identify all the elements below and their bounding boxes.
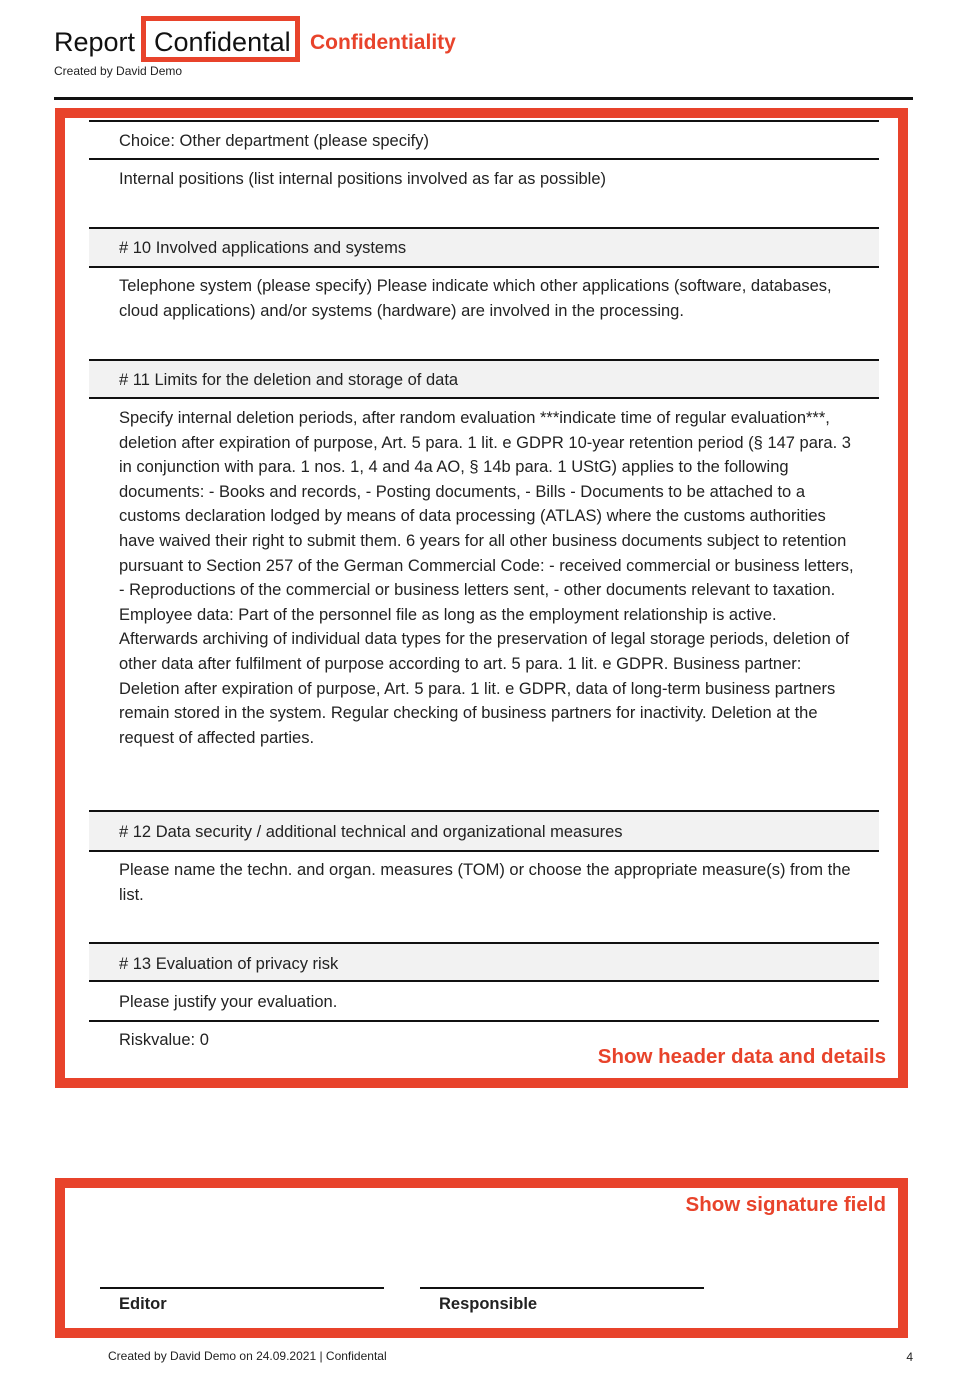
section-heading-applications: # 10 Involved applications and systems [119, 239, 407, 257]
responsible-signature-line [420, 1287, 704, 1289]
page-number: 4 [906, 1350, 913, 1364]
section-heading-privacy-risk: # 13 Evaluation of privacy risk [119, 955, 339, 973]
table-rule [89, 942, 879, 944]
table-rule [89, 227, 879, 229]
confidentiality-annotation: Confidentiality [310, 31, 456, 54]
show-header-details-label: Show header data and details [597, 1045, 886, 1068]
section-heading-data-security: # 12 Data security / additional technical and organizational measures [119, 823, 623, 841]
internal-positions: Internal positions (list internal positions involved as far as possible) [119, 170, 606, 188]
privacy-risk-text: Please justify your evaluation. [119, 993, 338, 1011]
footer-text: Created by David Demo on 24.09.2021 | Confidental [108, 1349, 387, 1363]
created-by: Created by David Demo [54, 64, 183, 78]
section-heading-deletion: # 11 Limits for the deletion and storage of data [119, 371, 459, 389]
responsible-label: Responsible [439, 1295, 538, 1313]
table-rule [89, 980, 879, 982]
table-rule [89, 397, 879, 399]
department-choice: Choice: Other department (please specify) [119, 132, 429, 150]
table-rule [89, 266, 879, 268]
deletion-text: Specify internal deletion periods, after random evaluation ***indicate time of regular evaluation***, deletion after expiration of purpose, Art. 5 para. 1 lit. e GDPR 10-year retention period (§ 147 para. 3 in conjunction with para. 1 nos. 1, 4 and 4a AO, § 14b para. 1 UStG) applies to the following documents: - Books and records, - Posting documents, - Bills - Documents to be attached to a customs declaration lodged by means of data processing (ATLAS) where the customs authorities have waived their right to submit them. 6 years for all other business documents subject to retention pursuant to Section 257 of the German Commercial Code: - received commercial or business letters, - Reproductions of the commercial or business letters sent, - other documents relevant to taxation. Employee data: Part of the personnel file as long as the employment relationship is active. Afterwards archiving of individual data types for the preservation of legal storage periods, deletion of other data after fulfilment of purpose according to art. 5 para. 1 lit. e GDPR. Business partner: Deletion after expiration of purpose, Art. 5 para. 1 lit. e GDPR, data of long-term business partners remain stored in the system. Regular checking of business partners for inactivity. Deletion at the request of affected parties. [119, 409, 854, 747]
header-divider [54, 97, 913, 100]
editor-label: Editor [119, 1295, 167, 1313]
table-rule [89, 810, 879, 812]
risk-value: Riskvalue: 0 [119, 1031, 209, 1049]
editor-signature-line [100, 1287, 384, 1289]
show-signature-label: Show signature field [685, 1193, 886, 1216]
report-title: Report [54, 27, 136, 57]
table-rule [89, 850, 879, 852]
table-rule [89, 1020, 879, 1022]
report-title-confidential: Confidental [154, 27, 291, 57]
table-rule [89, 158, 879, 160]
table-rule [89, 359, 879, 361]
applications-text: Telephone system (please specify) Please indicate which other applications (software, databases, cloud applications) and/or systems (hardware) are involved in the processing. [119, 277, 832, 320]
table-rule [89, 120, 879, 122]
data-security-text: Please name the techn. and organ. measures (TOM) or choose the appropriate measure(s) from the list. [119, 861, 851, 904]
